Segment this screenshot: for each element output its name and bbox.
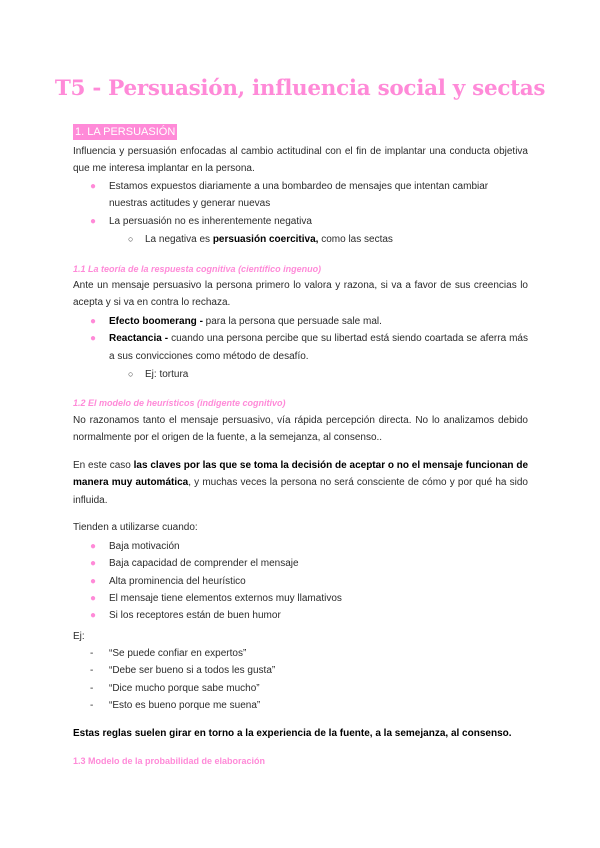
list-item: - “Esto es bueno porque me suena” (90, 699, 261, 711)
sub-bullet-item: ○ La negativa es persuasión coercitiva, como las sectas (145, 231, 528, 248)
bullet-item: ● Estamos expuestos diariamente a una bombardeo de mensajes que intentan cambiar nuestras actitudes y generar nuevas (109, 178, 528, 213)
persuasion-bullets (90, 178, 528, 230)
bullet-dot-icon: ● (90, 215, 97, 227)
heuristics-paragraph: No razonamos tanto el mensaje persuasivo, vía rápida percepción directa. No lo analizamos debido normalmente por el origen de la fuente, a la semejanza, al consenso.. (73, 415, 528, 444)
bullet-dot-icon: ● (90, 333, 97, 345)
list-item: - “Se puede confiar en expertos” (90, 648, 247, 659)
subsection-heading-heuristics: 1.2 El modelo de heurísticos (indigente cognitivo) (73, 398, 286, 408)
cognitive-response-paragraph: Ante un mensaje persuasivo la persona primero lo valora y razona, si va a favor de sus creencias lo acepta y si va en contra lo rechaza. (73, 280, 528, 309)
bullet-dot-icon: ● (90, 558, 97, 570)
list-item: ● El mensaje tiene elementos externos muy llamativos (109, 590, 528, 607)
section-heading-persuasion: 1. LA PERSUASIÓN (75, 126, 176, 138)
bullet-dot-icon: ● (90, 181, 97, 192)
sub-bullet-item: ○ Ej: tortura (145, 366, 528, 383)
subsection-heading-elaboration: 1.3 Modelo de la probabilidad de elaboración (73, 756, 266, 766)
page-title: T5 - Persuasión, influencia social y sectas (54, 76, 546, 101)
heuristics-paragraph-2: En este caso las claves por las que se toma la decisión de aceptar o no el mensaje funcionan de manera muy automática, y muchas veces la persona no será consciente de cómo y por qué ha sido influida. (73, 460, 529, 506)
cognitive-bullets (90, 313, 528, 365)
sub-bullets (128, 366, 528, 383)
conclusion-paragraph: Estas reglas suelen girar en torno a la experiencia de la fuente, a la semejanza, al consenso. (73, 728, 512, 739)
examples-label: Ej: (73, 631, 85, 642)
bullet-item: ● La persuasión no es inherentemente negativa (109, 213, 528, 230)
bullet-dot-icon: ● (90, 592, 97, 604)
bullet-circle-icon: ○ (128, 369, 134, 379)
tend-label: Tienden a utilizarse cuando: (73, 522, 198, 533)
bullet-circle-icon: ○ (128, 234, 134, 244)
bullet-item: ● Efecto boomerang - para la persona que persuade sale mal. (109, 313, 528, 330)
list-item: ● Baja capacidad de comprender el mensaje (109, 555, 528, 572)
bullet-dot-icon: ● (90, 316, 97, 327)
bullet-dot-icon: ● (90, 575, 97, 587)
heuristic-conditions-list (90, 538, 528, 624)
list-item: ● Alta prominencia del heurístico (109, 573, 528, 590)
subsection-heading-cognitive-response: 1.1 La teoría de la respuesta cognitiva (científico ingenuo) (73, 264, 322, 274)
list-item: - “Debe ser bueno si a todos les gusta” (90, 665, 276, 677)
intro-paragraph: Influencia y persuasión enfocadas al cambio actitudinal con el fin de implantar una conducta objetiva que me interesa implantar en la persona. (73, 146, 528, 175)
bullet-dot-icon: ● (90, 610, 97, 622)
bullet-dot-icon: ● (90, 541, 97, 552)
sub-bullets (128, 231, 528, 248)
examples-list (90, 645, 528, 714)
list-item: ● Baja motivación (109, 538, 528, 555)
bullet-item: ● Reactancia - cuando una persona percibe que su libertad está siendo coartada se aferra más a sus convicciones como método de desafío. (109, 330, 528, 365)
list-item: ● Si los receptores están de buen humor (109, 607, 528, 624)
list-item: - “Dice mucho porque sabe mucho” (90, 682, 260, 694)
